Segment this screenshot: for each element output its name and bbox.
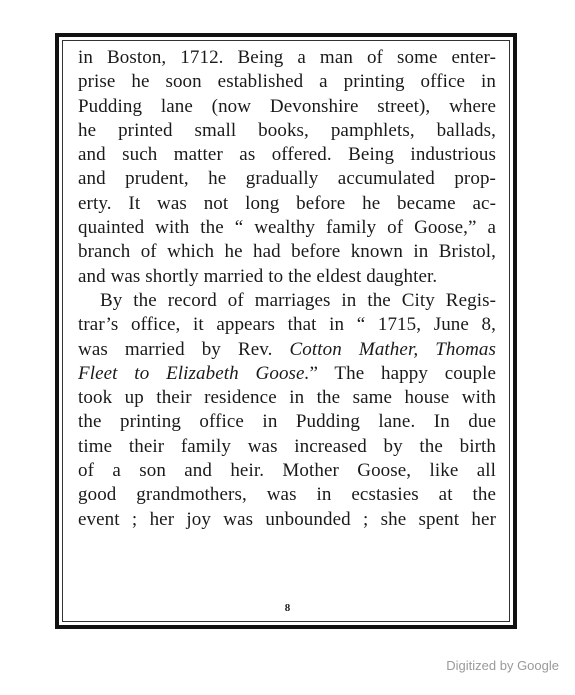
text-line: event ; her joy was unbounded ; she spent her [78, 508, 496, 530]
text-line: took up their residence in the same house with [78, 387, 496, 409]
text-line: he printed small books, pamphlets, ballads, [78, 119, 496, 141]
text-run: was married by Rev. [78, 338, 290, 360]
digitized-watermark: Digitized by Google [446, 658, 559, 673]
italic-run: Fleet to Elizabeth Goose. [78, 362, 310, 384]
text-line: and was shortly married to the eldest daughter. [78, 265, 438, 287]
text-line: branch of which he had before known in Bristol, [78, 241, 496, 263]
text-line: time their family was increased by the birth [78, 435, 496, 457]
page-number: 8 [284, 602, 291, 614]
italic-run: Cotton Mather, Thomas [289, 338, 497, 360]
text-line: quainted with the “ wealthy family of Goose,” a [78, 217, 496, 239]
text-line: Pudding lane (now Devonshire street), where [78, 95, 496, 117]
body-text [78, 46, 496, 532]
text-line: the printing office in Pudding lane. In due [78, 411, 496, 433]
text-line: trar’s office, it appears that in “ 1715, June 8, [78, 314, 496, 336]
text-line: and prudent, he gradually accumulated prop- [78, 168, 496, 190]
text-line: erty. It was not long before he became ac- [78, 192, 496, 214]
text-line: By the record of marriages in the City Regis- [100, 289, 496, 311]
text-line: in Boston, 1712. Being a man of some enter- [78, 47, 496, 68]
text-line-mixed [78, 338, 496, 362]
text-line-mixed [78, 362, 496, 386]
text-line: prise he soon established a printing office in [78, 71, 496, 93]
text-line: of a son and heir. Mother Goose, like all [78, 460, 496, 482]
text-line: and such matter as offered. Being industrious [78, 144, 496, 166]
text-run: ” The happy couple [309, 362, 496, 384]
text-line: good grandmothers, was in ecstasies at the [78, 484, 496, 506]
